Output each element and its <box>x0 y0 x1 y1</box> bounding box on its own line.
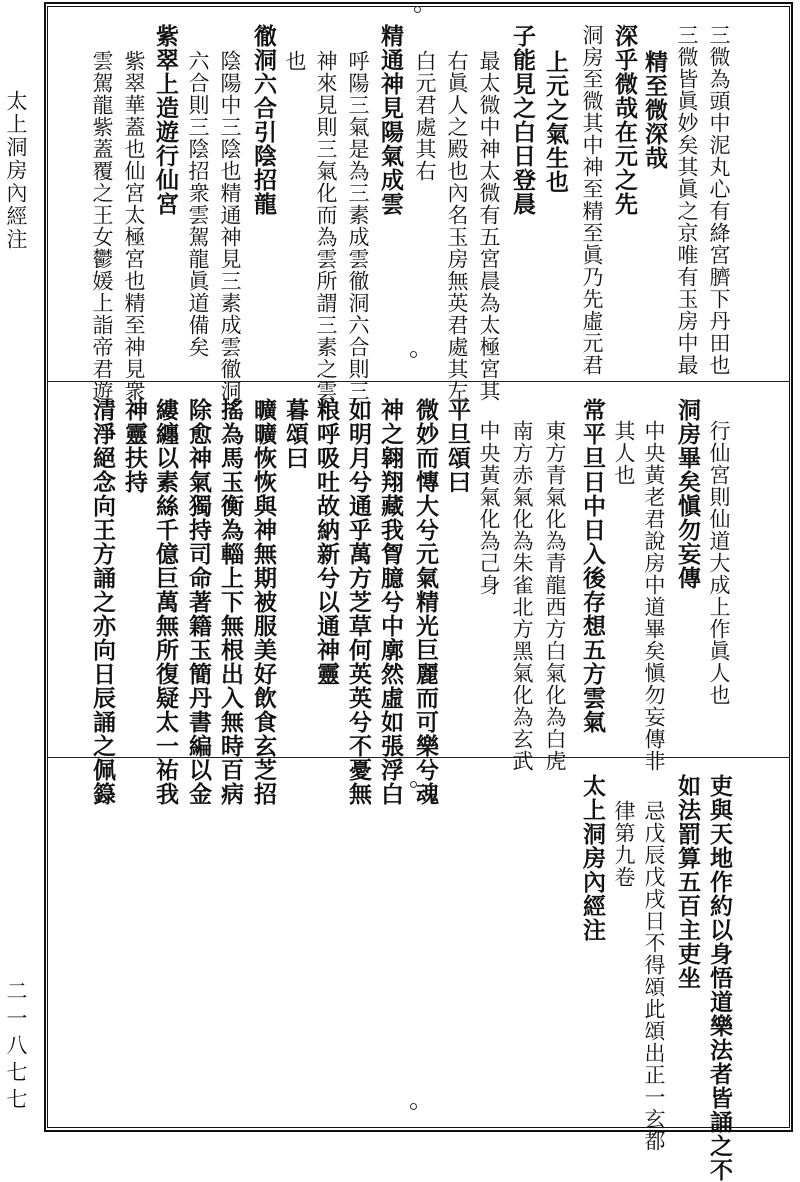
margin-book-title: 太上洞房內經注 <box>4 90 28 251</box>
colophon-title: 太上洞房內經注 <box>579 774 606 942</box>
text-column-main: 如明月兮通乎萬方芝草何英英兮不憂無 <box>345 398 372 806</box>
register-divider-top <box>48 381 789 382</box>
text-column: 東方青氣化為青龍西方白氣化為白虎 <box>543 420 567 772</box>
text-column: 三微為頭中泥丸心有絳宮臍下丹田也 <box>707 24 731 376</box>
text-column: 其人也 <box>612 420 636 486</box>
text-column: 律第九卷 <box>612 800 636 888</box>
text-column: 六合則三陰招衆雲駕龍眞道備矣 <box>186 50 210 358</box>
text-column: 雲駕龍紫蓋覆之王女鬱媛上詣帝君遊 <box>90 50 114 402</box>
text-column-main: 平旦頌曰 <box>444 398 471 494</box>
text-column-main: 徹洞六合引陰招龍 <box>250 24 277 216</box>
text-column-main: 粮呼吸吐故納新兮以通神靈 <box>313 398 340 686</box>
text-column: 陰陽中三陰也精通神見三素成雲徹洞 <box>218 50 242 402</box>
text-column: 南方赤氣化為朱雀北方黑氣化為玄武 <box>510 420 534 772</box>
text-column-main: 常平旦日中日入後存想五方雲氣 <box>579 398 606 734</box>
text-column-main: 吏與天地作約以身悟道樂法者皆誦之不 <box>706 774 733 1182</box>
text-column-main: 上元之氣生也 <box>542 50 569 194</box>
text-column-main: 如法罰算五百主吏坐 <box>674 774 701 990</box>
text-column: 神來見則三氣化而為雲所謂三素之雲 <box>314 50 338 402</box>
text-column-main: 除愈神氣獨持司命著籍玉簡丹書編以金 <box>185 398 212 806</box>
text-column: 中央黃老君說房中道畢矣愼勿妄傳非 <box>642 420 666 772</box>
margin-page-number: 二一八七七 <box>4 980 28 1115</box>
text-column-main: 搖為馬玉衡為輜上下無根出入無時百病 <box>217 398 244 806</box>
text-column-main: 紫翠上造遊行仙宮 <box>152 24 179 216</box>
text-column: 呼陽三氣是為三素成雲徹洞六合則三 <box>346 50 370 402</box>
register-circle-mark <box>410 351 417 358</box>
text-column: 最太微中神太微有五宮晨為太極宮其 <box>477 50 501 402</box>
text-column: 三微皆眞妙矣其眞之京唯有玉房中最 <box>675 24 699 376</box>
text-column: 右眞人之殿也內名玉房無英君處其左 <box>445 50 469 402</box>
text-column: 洞房至微其中神至精至眞乃先虛元君 <box>580 24 604 376</box>
text-column: 紫翠華蓋也仙宮太極宮也精至神見衆 <box>122 50 146 402</box>
text-column: 忌戊辰戊戌日不得頌此頌出正一玄都 <box>642 800 666 1152</box>
register-circle-mark <box>414 6 421 13</box>
text-column-main: 神靈扶持 <box>121 398 148 494</box>
text-column-main: 微妙而慱大兮元氣精光巨麗而可樂兮魂 <box>412 398 439 806</box>
text-column-main: 縷纏以素絲千億巨萬無所復疑太一祐我 <box>152 398 179 806</box>
text-column: 白元君處其右 <box>413 50 437 182</box>
text-column-main: 子能見之白日登晨 <box>509 24 536 216</box>
text-column-main: 洞房畢矣愼勿妄傳 <box>674 398 701 590</box>
text-column-main: 清淨絕念向王方誦之亦向日辰誦之佩籙 <box>89 398 116 806</box>
text-column-main: 精通神見陽氣成雲 <box>377 24 404 216</box>
text-column-main: 精至微深哉 <box>641 50 668 170</box>
text-column: 也 <box>283 50 307 72</box>
text-column-main: 暮頌曰 <box>282 398 309 470</box>
text-column-main: 曠曠恢恢與神無期被服美好飲食玄芝招 <box>250 398 277 806</box>
text-column-main: 神之翱翔藏我胷臆兮中廓然虛如張浮白 <box>377 398 404 806</box>
text-column: 行仙宮則仙道大成上作眞人也 <box>707 420 731 706</box>
text-column: 中央黃氣化為己身 <box>477 420 501 596</box>
register-circle-mark <box>410 1103 417 1110</box>
text-column-main: 深乎微哉在元之先 <box>611 24 638 216</box>
